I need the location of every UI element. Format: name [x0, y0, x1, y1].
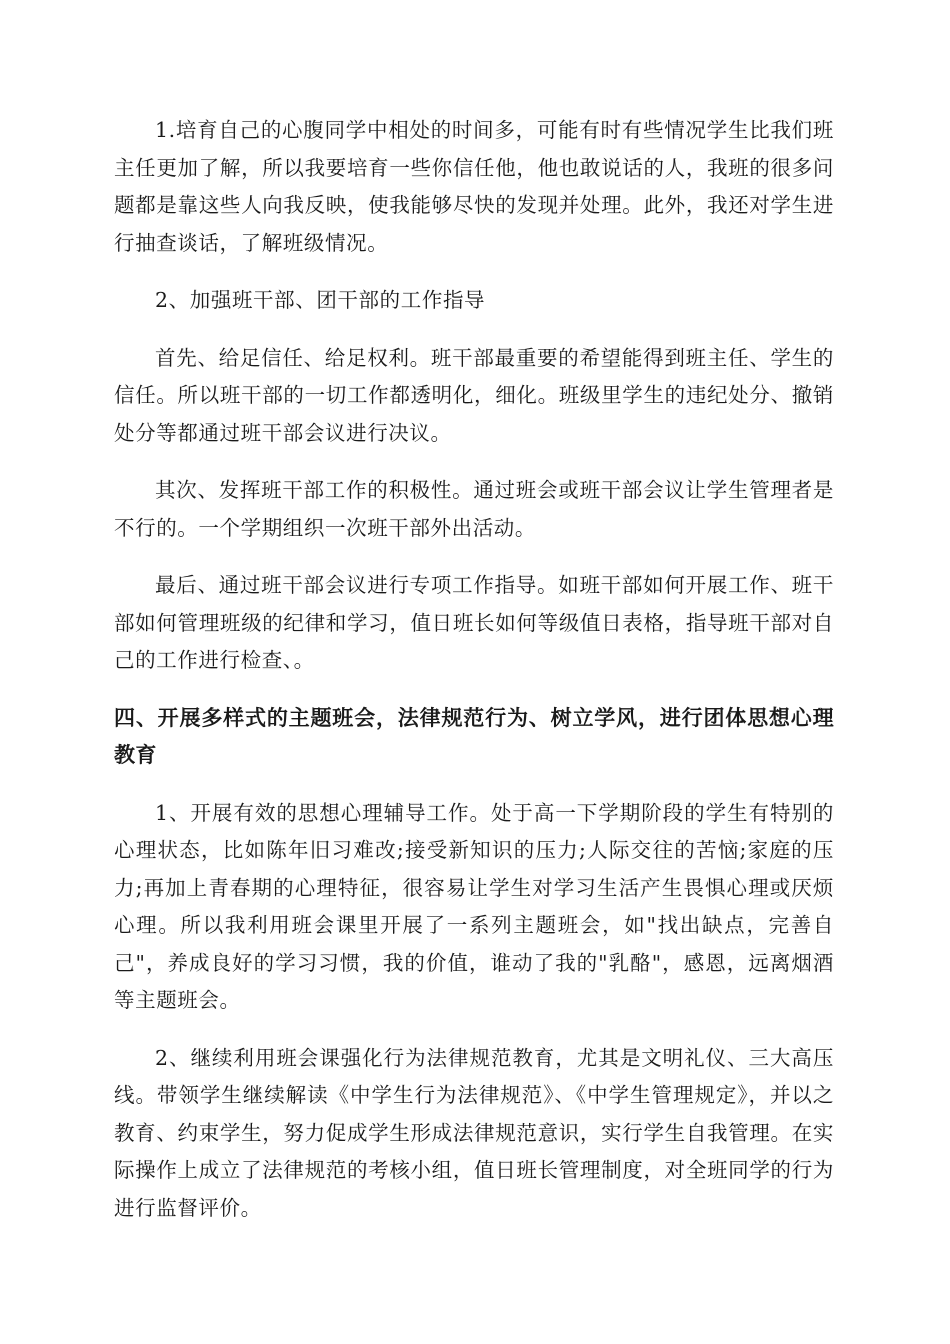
- paragraph-cadre-guidance-title: 2、加强班干部、团干部的工作指导: [155, 288, 486, 312]
- document-body: [114, 112, 834, 1247]
- section-heading-theme-meetings: 四、开展多样式的主题班会，法律规范行为、树立学风，进行团体思想心理教育: [114, 705, 834, 767]
- paragraph-trust-and-authority: 首先、给足信任、给足权利。班干部最重要的希望能得到班主任、学生的信任。所以班干部的一切工作都透明化，细化。班级里学生的违纪处分、撤销处分等都通过班干部会议进行决议。: [114, 345, 834, 445]
- paragraph-behavior-norms: 2、继续利用班会课强化行为法律规范教育，尤其是文明礼仪、三大高压线。带领学生继续解读《中学生行为法律规范》、《中学生管理规定》，并以之教育、约束学生，努力促成学生形成法律规范意识，实行学生自我管理。在实际操作上成立了法律规范的考核小组，值日班长管理制度，对全班同学的行为进行监督评价。: [114, 1045, 834, 1220]
- paragraph-psychological-counseling: 1、开展有效的思想心理辅导工作。处于高一下学期阶段的学生有特别的心理状态，比如陈年旧习难改;接受新知识的压力;人际交往的苦恼;家庭的压力;再加上青春期的心理特征，很容易让学生对学习生活产生畏惧心理或厌烦心理。所以我利用班会课里开展了一系列主题班会，如"找出缺点，完善自己"，养成良好的学习习惯，我的价值，谁动了我的"乳酪"，感恩，远离烟酒等主题班会。: [114, 800, 834, 1012]
- paragraph-cadre-initiative: 其次、发挥班干部工作的积极性。通过班会或班干部会议让学生管理者是不行的。一个学期组织一次班干部外出活动。: [114, 478, 834, 540]
- paragraph-special-guidance: 最后、通过班干部会议进行专项工作指导。如班干部如何开展工作、班干部如何管理班级的纪律和学习，值日班长如何等级值日表格，指导班干部对自己的工作进行检查、。: [114, 573, 834, 672]
- paragraph-confidant-students: 1.培育自己的心腹同学中相处的时间多，可能有时有些情况学生比我们班主任更加了解，所以我要培育一些你信任他，他也敢说话的人，我班的很多问题都是靠这些人向我反映，使我能够尽快的发现并处理。此外，我还对学生进行抽查谈话，了解班级情况。: [114, 118, 834, 255]
